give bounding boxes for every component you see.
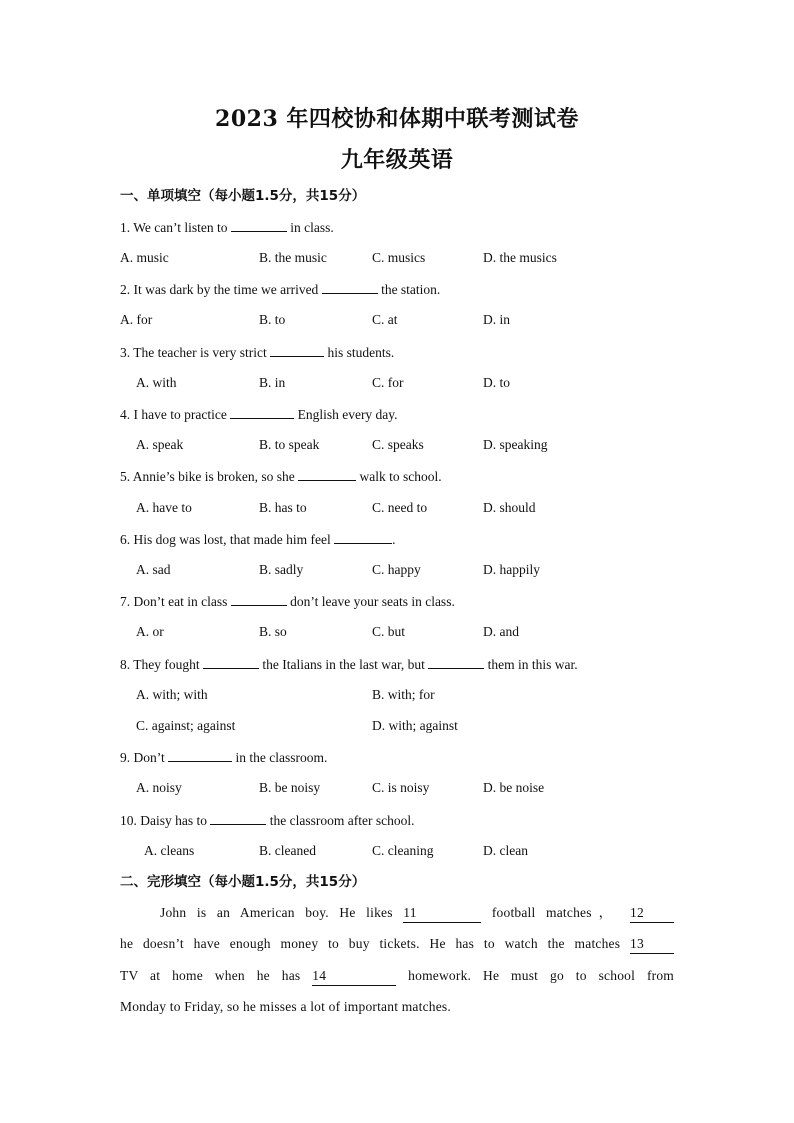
cloze-text: TV at home when he has	[120, 968, 313, 983]
option-b: B. with; for	[372, 687, 435, 702]
option-c: C. at	[372, 312, 398, 327]
cloze-blank-11: 11	[403, 904, 481, 923]
question-stem: .	[392, 532, 396, 547]
question-stem: 4. I have to practice	[120, 407, 231, 422]
question-8	[120, 655, 578, 674]
option-d: D. be noise	[483, 780, 545, 795]
option-b: B. to speak	[259, 437, 320, 452]
option-c: C. happy	[372, 562, 421, 577]
answer-blank	[203, 655, 259, 669]
question-stem: 9. Don’t	[120, 750, 169, 765]
cloze-text: John is an American boy. He likes	[160, 905, 404, 920]
answer-blank	[298, 467, 356, 481]
question-3	[120, 343, 394, 362]
option-d: D. happily	[483, 562, 540, 577]
option-b: B. to	[259, 312, 286, 327]
question-stem: them in this war.	[484, 657, 578, 672]
option-b: B. in	[259, 375, 286, 390]
cloze-blank-14: 14	[312, 967, 396, 986]
answer-blank	[210, 811, 266, 825]
answer-blank	[230, 405, 294, 419]
option-a: A. noisy	[136, 780, 182, 795]
section-heading-cloze: 二、完形填空（每小题1.5分，共15分）	[120, 874, 366, 890]
option-d: D. the musics	[483, 250, 557, 265]
question-stem: 10. Daisy has to	[120, 813, 211, 828]
option-a: A. sad	[136, 562, 171, 577]
question-1	[120, 218, 334, 237]
question-6	[120, 530, 395, 549]
question-2	[120, 280, 440, 299]
option-a: A. speak	[136, 437, 184, 452]
option-d: D. and	[483, 624, 519, 639]
question-stem: 8. They fought	[120, 657, 203, 672]
question-stem: don’t leave your seats in class.	[286, 594, 455, 609]
answer-blank	[231, 218, 287, 232]
question-stem: 5. Annie’s bike is broken, so she	[120, 469, 299, 484]
exam-title: 2023 年四校协和体期中联考测试卷	[215, 106, 579, 132]
option-a: A. have to	[136, 500, 192, 515]
option-b: B. the music	[259, 250, 327, 265]
option-c: C. against; against	[136, 718, 236, 733]
option-c: C. speaks	[372, 437, 424, 452]
cloze-paragraph-line-3	[120, 967, 674, 986]
option-a: A. for	[120, 312, 153, 327]
option-d: D. should	[483, 500, 536, 515]
cloze-blank-13: 13	[630, 935, 674, 954]
option-d: D. speaking	[483, 437, 548, 452]
option-c: C. is noisy	[372, 780, 430, 795]
answer-blank	[322, 280, 378, 294]
answer-blank	[168, 748, 232, 762]
question-stem: in the classroom.	[232, 750, 328, 765]
question-stem: 3. The teacher is very strict	[120, 345, 271, 360]
exam-subtitle: 九年级英语	[340, 147, 454, 173]
option-b: B. be noisy	[259, 780, 321, 795]
question-stem: 6. His dog was lost, that made him feel	[120, 532, 335, 547]
question-9	[120, 748, 327, 767]
answer-blank	[428, 655, 484, 669]
question-stem: English every day.	[294, 407, 398, 422]
option-c: C. cleaning	[372, 843, 434, 858]
cloze-text: football matches，	[481, 905, 630, 920]
cloze-blank-12: 12	[630, 904, 674, 923]
question-stem: his students.	[324, 345, 395, 360]
question-stem: 2. It was dark by the time we arrived	[120, 282, 322, 297]
answer-blank	[231, 592, 287, 606]
question-stem: the station.	[377, 282, 441, 297]
question-5	[120, 467, 442, 486]
cloze-paragraph-line-4: Monday to Friday, so he misses a lot of important matches.	[120, 999, 451, 1014]
option-a: A. cleans	[144, 843, 195, 858]
question-stem: walk to school.	[356, 469, 442, 484]
option-c: C. for	[372, 375, 404, 390]
option-d: D. to	[483, 375, 510, 390]
option-d: D. clean	[483, 843, 528, 858]
option-b: B. so	[259, 624, 287, 639]
option-c: C. need to	[372, 500, 428, 515]
option-d: D. in	[483, 312, 510, 327]
answer-blank	[270, 343, 324, 357]
option-d: D. with; against	[372, 718, 458, 733]
option-b: B. has to	[259, 500, 307, 515]
question-stem: 7. Don’t eat in class	[120, 594, 231, 609]
question-stem: the classroom after school.	[266, 813, 415, 828]
option-a: A. with; with	[136, 687, 208, 702]
option-b: B. cleaned	[259, 843, 316, 858]
option-c: C. but	[372, 624, 406, 639]
question-stem: the Italians in the last war, but	[259, 657, 429, 672]
option-b: B. sadly	[259, 562, 304, 577]
answer-blank	[334, 530, 392, 544]
question-10	[120, 811, 414, 830]
option-a: A. music	[120, 250, 169, 265]
question-stem: in class.	[286, 220, 334, 235]
cloze-paragraph-line-2	[120, 935, 674, 954]
question-4	[120, 405, 398, 424]
section-heading-multiple-choice: 一、单项填空（每小题1.5分，共15分）	[120, 188, 366, 204]
cloze-text: homework. He must go to school from	[396, 968, 674, 983]
option-a: A. with	[136, 375, 177, 390]
option-c: C. musics	[372, 250, 426, 265]
option-a: A. or	[136, 624, 164, 639]
question-stem: 1. We can’t listen to	[120, 220, 231, 235]
cloze-text: he doesn’t have enough money to buy tickets. He has to watch the matches	[120, 936, 630, 951]
question-7	[120, 592, 455, 611]
cloze-paragraph-line-1	[120, 904, 674, 923]
